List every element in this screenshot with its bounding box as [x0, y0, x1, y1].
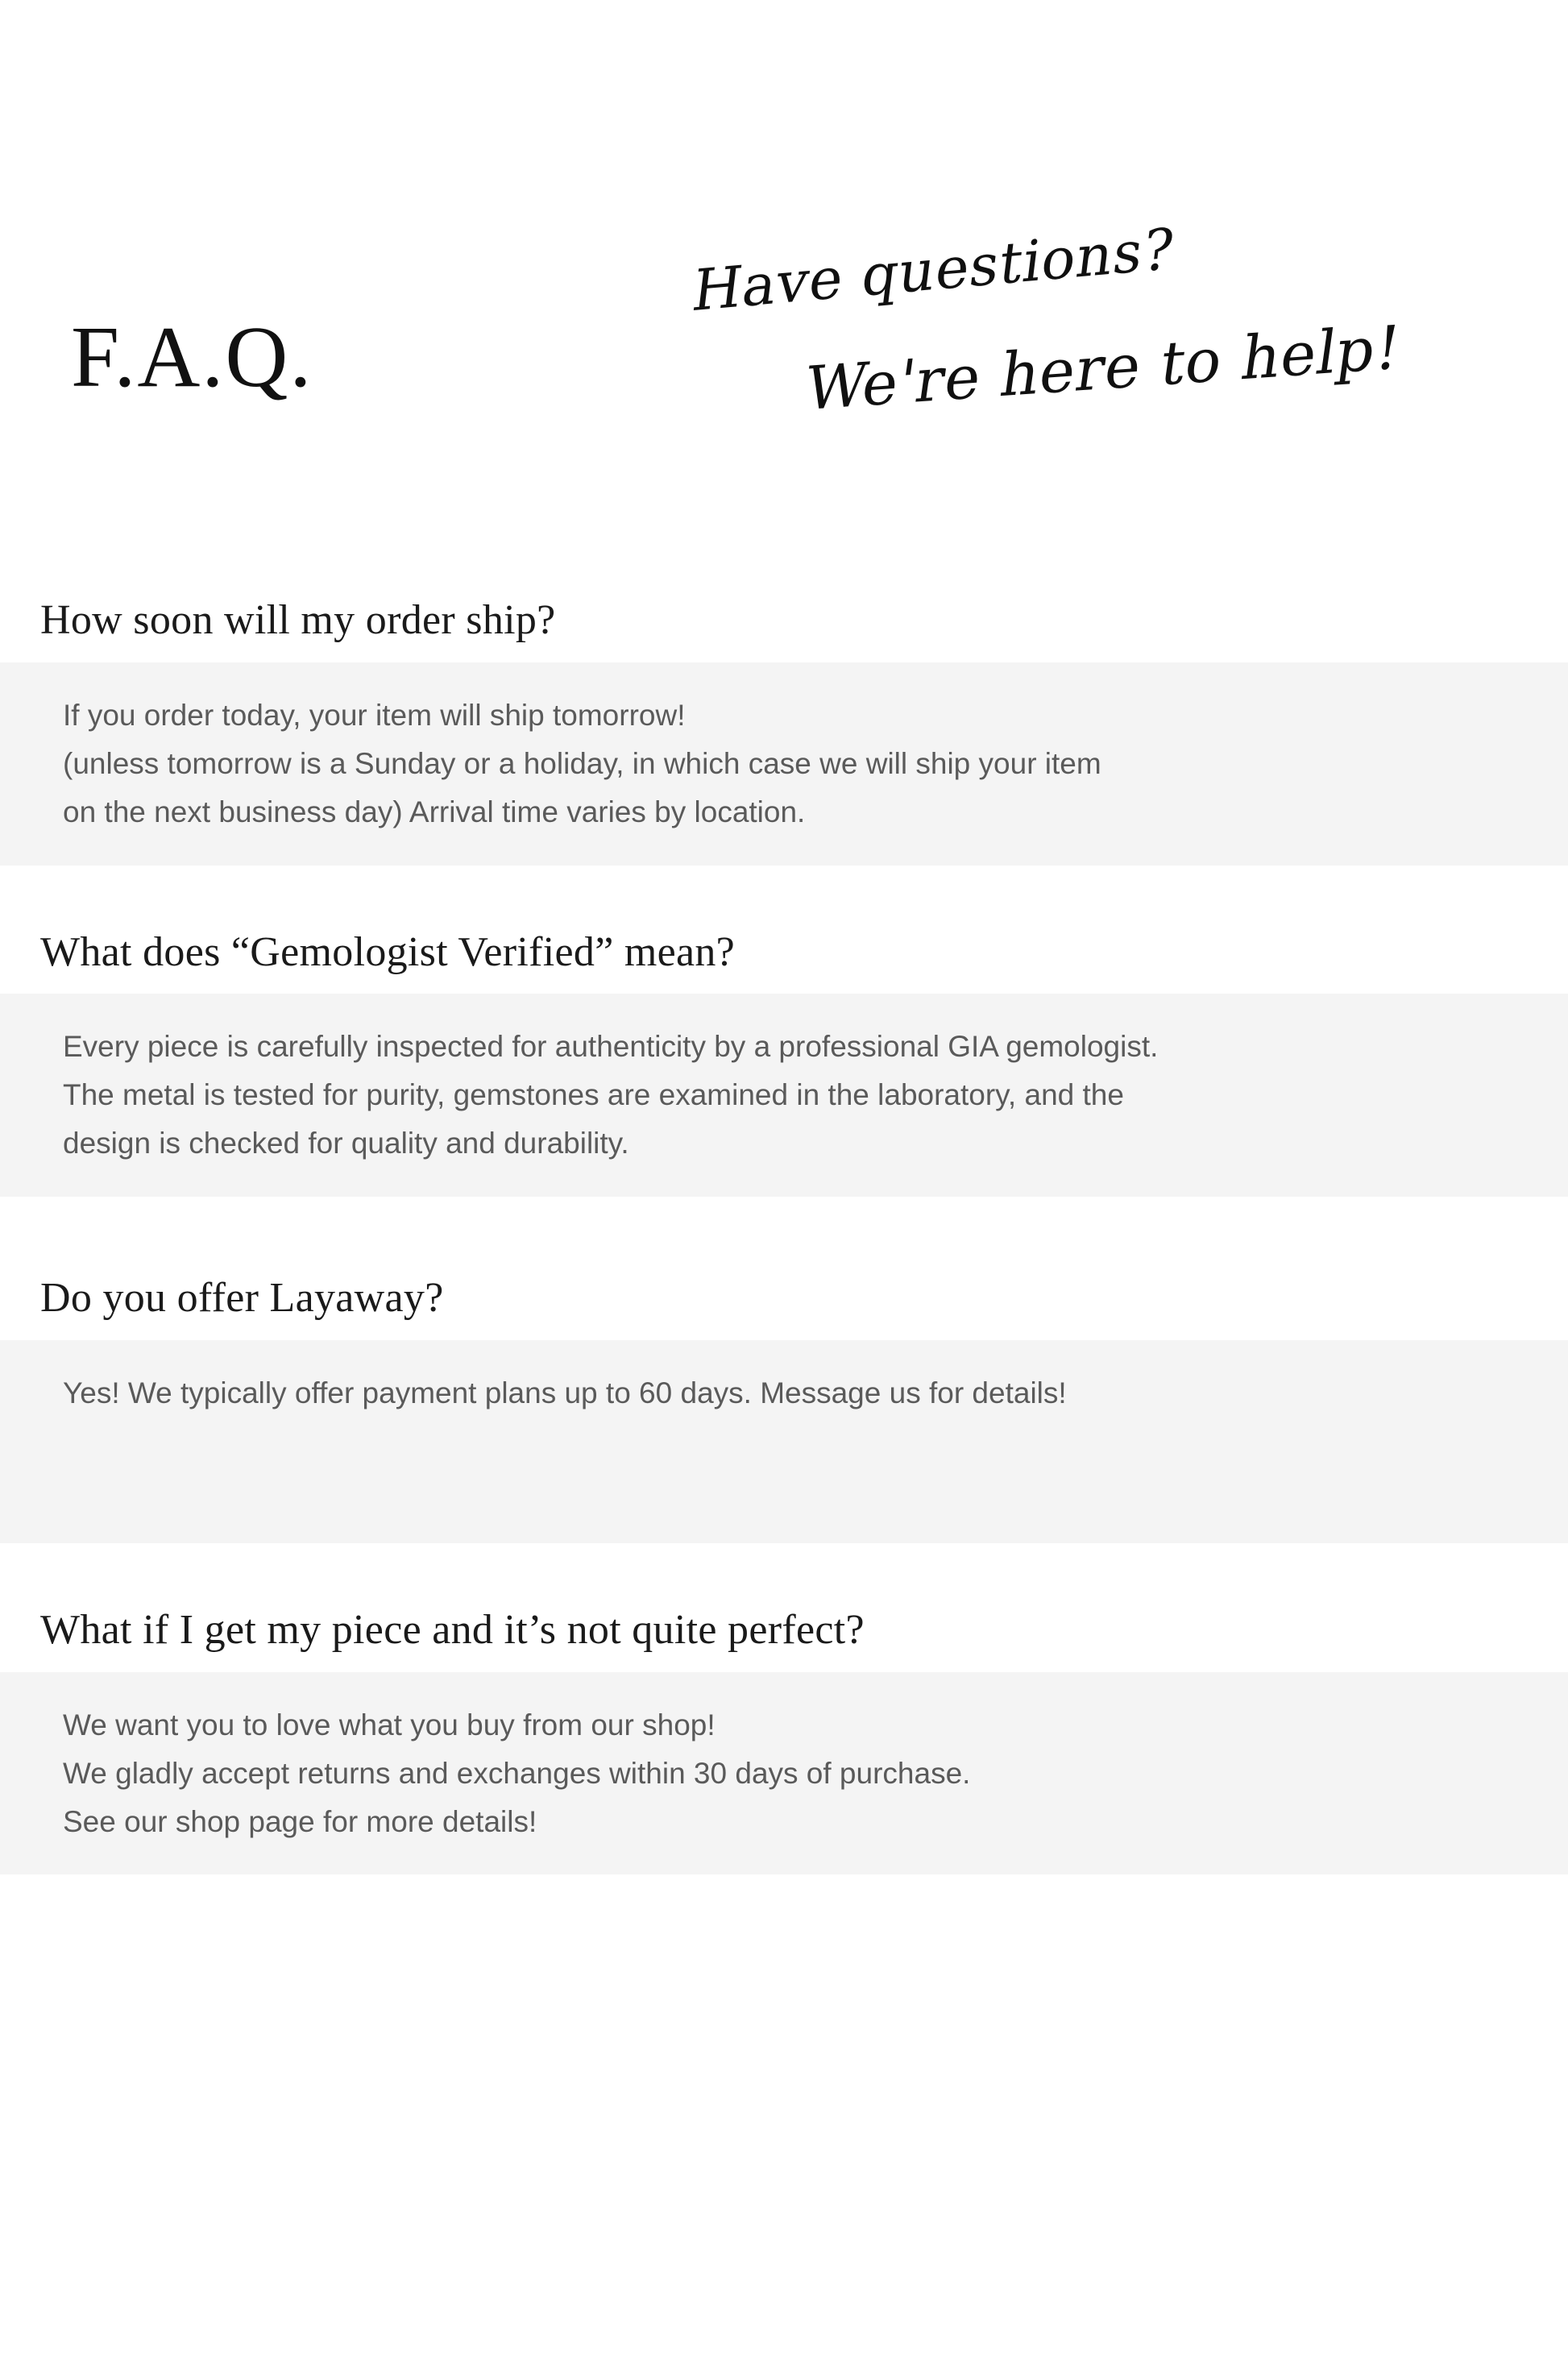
faq-question: Do you offer Layaway? — [40, 1275, 444, 1322]
faq-answer-line: See our shop page for more details! — [63, 1804, 537, 1838]
faq-answer-line: We want you to love what you buy from our shop! — [63, 1708, 716, 1741]
faq-list — [0, 596, 1568, 1874]
section-spacer — [0, 866, 1568, 928]
faq-answer-line: If you order today, your item will ship tomorrow! — [63, 698, 686, 732]
faq-answer-line — [63, 1418, 1523, 1466]
faq-question: What if I get my piece and it’s not quite perfect? — [40, 1606, 865, 1653]
faq-answer-line: The metal is tested for purity, gemstones are examined in the laboratory, and the — [63, 1078, 1124, 1112]
header-script-block — [669, 215, 1515, 484]
faq-answer-line: Every piece is carefully inspected for authenticity by a professional GIA gemologist. — [63, 1030, 1159, 1064]
faq-answer — [0, 1672, 1568, 1875]
header-script-line-1: Have questions? — [688, 215, 1179, 325]
section-spacer — [0, 1543, 1568, 1606]
faq-answer — [0, 662, 1568, 866]
faq-answer-line: on the next business day) Arrival time varies by location. — [63, 795, 806, 828]
faq-item — [0, 928, 1568, 1198]
header-script-line-2: We're here to help! — [800, 312, 1406, 425]
faq-item — [0, 1274, 1568, 1543]
faq-answer-line: (unless tomorrow is a Sunday or a holiday, in which case we will ship your item — [63, 746, 1101, 780]
faq-answer-line: Yes! We typically offer payment plans up to 60 days. Message us for details! — [63, 1376, 1067, 1410]
page-header — [0, 215, 1568, 532]
faq-question: How soon will my order ship? — [40, 597, 556, 643]
faq-question: What does “Gemologist Verified” mean? — [40, 928, 736, 975]
faq-answer — [0, 994, 1568, 1197]
faq-answer-line: design is checked for quality and durability. — [63, 1127, 629, 1160]
page-title: F.A.Q. — [71, 309, 313, 405]
section-spacer — [0, 1197, 1568, 1274]
faq-answer-line: We gladly accept returns and exchanges within 30 days of purchase. — [63, 1756, 971, 1790]
faq-answer — [0, 1340, 1568, 1543]
faq-item — [0, 1606, 1568, 1875]
faq-answer-line — [63, 1466, 1523, 1514]
faq-item — [0, 596, 1568, 866]
